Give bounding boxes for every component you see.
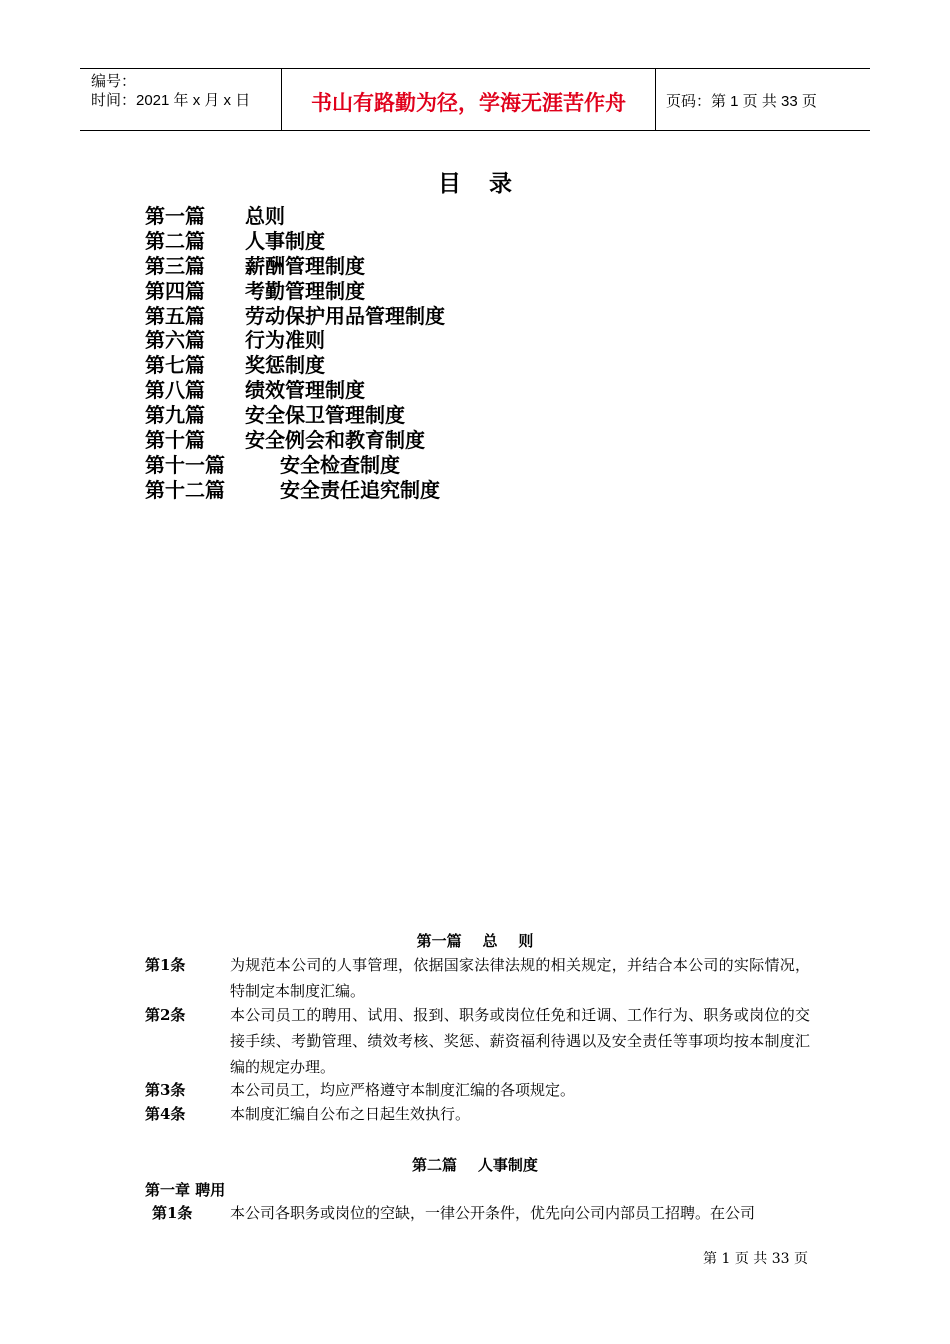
toc-name: 安全检查制度 bbox=[280, 452, 400, 477]
article-label: 第3条 bbox=[145, 1081, 186, 1099]
document-time-label: 时间：2021 年 x 月 x 日 bbox=[91, 92, 251, 109]
article bbox=[145, 1077, 810, 1103]
toc-part: 第九篇 bbox=[145, 403, 205, 428]
chapter-title: 第一章 聘用 bbox=[145, 1181, 226, 1199]
page-number-label: 页码：第 1 页 共 33 页 bbox=[666, 93, 817, 110]
toc-part: 第六篇 bbox=[145, 328, 205, 353]
toc-part: 第一篇 bbox=[145, 204, 205, 228]
toc-title: 目录 bbox=[438, 171, 540, 197]
toc-name: 安全责任追究制度 bbox=[280, 477, 440, 502]
toc-part: 第二篇 bbox=[145, 228, 205, 253]
toc-name: 总则 bbox=[245, 204, 285, 228]
toc-name: 奖惩制度 bbox=[245, 353, 325, 378]
toc-part: 第三篇 bbox=[145, 253, 205, 278]
article bbox=[152, 1200, 810, 1226]
toc-name: 薪酬管理制度 bbox=[245, 253, 365, 278]
article-label: 第1条 bbox=[152, 1204, 193, 1222]
toc-name: 绩效管理制度 bbox=[245, 378, 365, 403]
article-text: 为规范本公司的人事管理，依据国家法律法规的相关规定，并结合本公司的实际情况，特制定本制度汇编。 bbox=[230, 956, 810, 1000]
toc-part: 第十二篇 bbox=[145, 477, 225, 502]
toc-part: 第八篇 bbox=[145, 378, 205, 403]
article-text: 本公司员工的聘用、试用、报到、职务或岗位任免和迁调、工作行为、职务或岗位的交接手续、考勤管理、绩效考核、奖惩、薪资福利待遇以及安全责任等事项均按本制度汇编的规定办理。 bbox=[230, 1006, 810, 1076]
article-label: 第4条 bbox=[145, 1105, 186, 1123]
toc-part: 第四篇 bbox=[145, 278, 205, 303]
toc-name: 安全保卫管理制度 bbox=[245, 403, 405, 428]
part2-title: 第二篇 人事制度 bbox=[412, 1156, 538, 1174]
article bbox=[145, 1101, 810, 1127]
article-text: 本制度汇编自公布之日起生效执行。 bbox=[230, 1105, 471, 1123]
toc-part: 第五篇 bbox=[145, 303, 205, 328]
toc-name: 安全例会和教育制度 bbox=[245, 428, 425, 453]
motto-text: 书山有路勤为径，学海无涯苦作舟 bbox=[311, 91, 626, 115]
toc-part: 第七篇 bbox=[145, 353, 205, 378]
article-label: 第2条 bbox=[145, 1006, 186, 1024]
toc-name: 人事制度 bbox=[245, 228, 325, 253]
toc-part: 第十篇 bbox=[145, 428, 205, 453]
header-table bbox=[80, 68, 870, 131]
article-text: 本公司各职务或岗位的空缺，一律公开条件，优先向公司内部员工招聘。在公司 bbox=[230, 1204, 756, 1222]
article-label: 第1条 bbox=[145, 956, 186, 974]
toc-name: 劳动保护用品管理制度 bbox=[245, 303, 445, 328]
header-motto-cell bbox=[282, 69, 656, 130]
header-page-cell bbox=[656, 69, 870, 130]
article-text: 本公司员工，均应严格遵守本制度汇编的各项规定。 bbox=[230, 1081, 576, 1099]
part1-title: 第一篇 总 则 bbox=[416, 932, 534, 950]
page-footer: 第 1 页 共 33 页 bbox=[703, 1251, 808, 1267]
toc-name: 行为准则 bbox=[245, 328, 325, 353]
article bbox=[145, 952, 810, 1004]
article bbox=[145, 1002, 810, 1080]
toc-part: 第十一篇 bbox=[145, 452, 225, 477]
toc-name: 考勤管理制度 bbox=[245, 278, 365, 303]
document-number-label: 编号： bbox=[91, 73, 137, 90]
header-info-cell bbox=[80, 69, 282, 130]
